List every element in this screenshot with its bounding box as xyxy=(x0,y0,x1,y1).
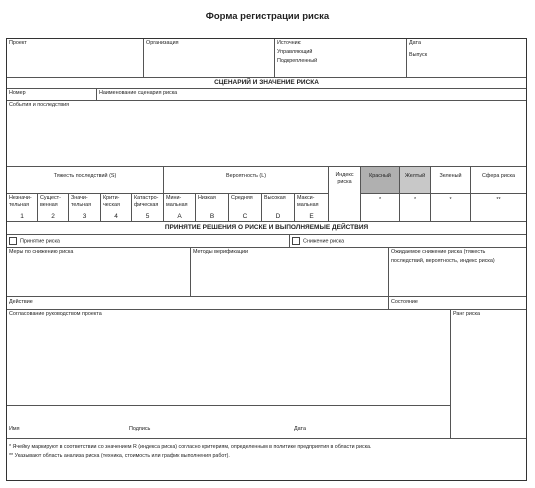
probability-level-a[interactable]: Мини- мальная A xyxy=(164,194,196,222)
risk-rank-cell[interactable] xyxy=(451,310,526,439)
events-label: События и последствия xyxy=(9,102,69,108)
marker-green[interactable]: * xyxy=(431,194,471,222)
status-cell[interactable] xyxy=(389,297,526,310)
action-cell[interactable] xyxy=(7,297,389,310)
source-supporting-label: Подкрепленный xyxy=(277,58,318,65)
expected-reduction-cell[interactable]: Ожидаемое снижение риска (тяжесть последствий, вероятность, индекс риска) xyxy=(389,248,526,297)
probability-header: Вероятность (L) xyxy=(164,167,329,194)
status-label: Состояние xyxy=(391,299,418,305)
verification-label: Методы верификации xyxy=(193,249,249,255)
approval-date-cell[interactable] xyxy=(292,406,451,439)
name-label: Имя xyxy=(9,426,20,432)
scenario-name-cell[interactable] xyxy=(97,89,526,101)
probability-level-d[interactable]: Высокая D xyxy=(262,194,295,222)
date2-label: Дата xyxy=(294,426,306,432)
scenario-name-label: Наименование сценария риска xyxy=(99,90,178,96)
risk-registration-form xyxy=(6,38,527,481)
section-scenario-header: СЦЕНАРИЙ И ЗНАЧЕНИЕ РИСКА xyxy=(7,78,526,89)
probability-level-b[interactable]: Низкая B xyxy=(196,194,229,222)
marker-risk-sphere[interactable]: ** xyxy=(471,194,526,222)
probability-level-c[interactable]: Средняя C xyxy=(229,194,262,222)
number-cell[interactable] xyxy=(7,89,97,101)
measures-cell[interactable] xyxy=(7,248,191,297)
footnote-2: ** Указывают область анализа риска (техника, стоимость или график выполнения работ). xyxy=(9,452,230,459)
footnotes xyxy=(7,439,526,480)
severity-level-5[interactable]: Катастро- фическая 5 xyxy=(132,194,164,222)
severity-level-4[interactable]: Крити- ческая 4 xyxy=(101,194,132,222)
source-cell[interactable] xyxy=(275,39,407,78)
project-cell[interactable] xyxy=(7,39,144,78)
risk-rank-label: Ранг риска xyxy=(453,311,481,317)
form-title: Форма регистрации риска xyxy=(205,11,330,22)
number-label: Номер xyxy=(9,90,26,96)
signature-label: Подпись xyxy=(129,426,151,432)
measures-label: Меры по снижению риска xyxy=(9,249,74,255)
approval-name-cell[interactable] xyxy=(7,406,127,439)
reduce-risk-cell[interactable] xyxy=(290,235,526,248)
severity-level-2[interactable]: Сущест- венная 2 xyxy=(38,194,69,222)
date-label: Дата xyxy=(409,40,421,46)
date-issue-cell[interactable] xyxy=(407,39,526,78)
action-label: Действие xyxy=(9,299,33,305)
probability-level-e[interactable]: Макси- мальная E xyxy=(295,194,329,222)
approval-signature-cell[interactable] xyxy=(127,406,292,439)
accept-risk-checkbox[interactable] xyxy=(9,237,17,245)
verification-cell[interactable] xyxy=(191,248,389,297)
color-red-header: Красный xyxy=(361,167,400,194)
reduce-risk-checkbox[interactable] xyxy=(292,237,300,245)
color-yellow-header: Желтый xyxy=(400,167,431,194)
severity-header: Тяжесть последствий (S) xyxy=(7,167,164,194)
reduce-risk-label: Снижение риска xyxy=(303,238,345,245)
source-managing-label: Управляющий xyxy=(277,49,313,56)
severity-level-1[interactable]: Незначи- тельная 1 xyxy=(7,194,38,222)
approval-label: Согласование руководством проекта xyxy=(9,311,102,317)
accept-risk-cell[interactable] xyxy=(7,235,290,248)
events-cell[interactable] xyxy=(7,101,526,167)
color-green-header: Зеленый xyxy=(431,167,471,194)
severity-level-3[interactable]: Значи- тельная 3 xyxy=(69,194,101,222)
organization-label: Организация xyxy=(146,40,179,46)
approval-cell[interactable] xyxy=(7,310,451,406)
project-label: Проект xyxy=(9,40,27,46)
organization-cell[interactable] xyxy=(144,39,275,78)
section-decision-header: ПРИНЯТИЕ РЕШЕНИЯ О РИСКЕ И ВЫПОЛНЯЕМЫЕ ДЕЙСТВИЯ xyxy=(7,222,526,235)
risk-sphere-header: Сфера риска xyxy=(471,167,526,194)
accept-risk-label: Принятие риска xyxy=(20,238,60,245)
marker-yellow[interactable]: * xyxy=(400,194,431,222)
issue-label: Выпуск xyxy=(409,52,428,59)
source-label: Источник: xyxy=(277,40,302,46)
marker-red[interactable]: * xyxy=(361,194,400,222)
footnote-1: * Ячейку маркируют в соответствии со значением R (индекса риска) согласно критериям, определенным в политике предприятия в области риска. xyxy=(9,444,372,450)
risk-index-header: Индекс риска xyxy=(329,167,361,222)
